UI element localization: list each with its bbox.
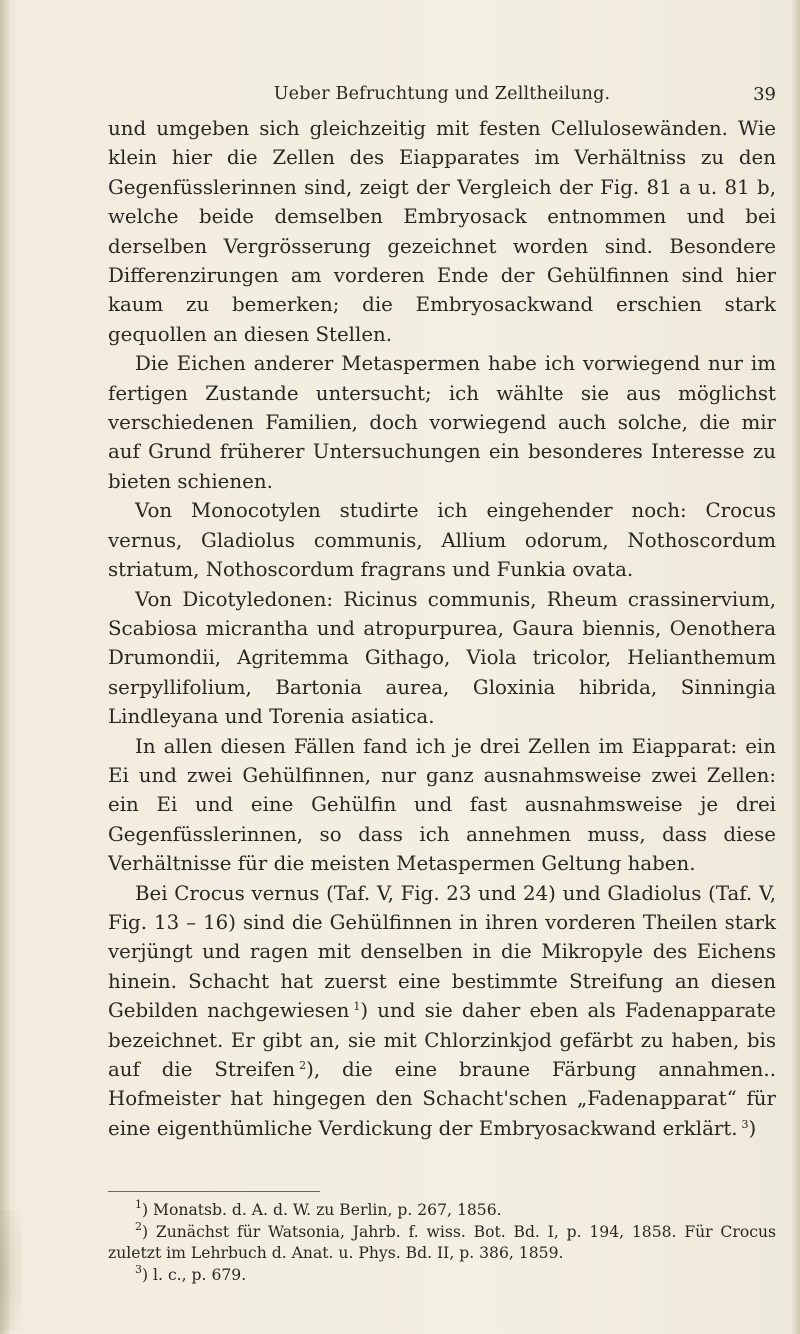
paragraph-text: ) (748, 1116, 757, 1140)
paragraph-text: Bei Crocus vernus (Taf. V, Fig. 23 und 24) und Gladiolus (Taf. V, Fig. 13 – 16) sind die Gehülfinnen in ihren vorderen Theilen stark verjüngt und ragen mit denselben in die Mikropyle des Eichens hinein. Schacht hat zuerst eine bestimmte Streifung an diesen Gebilden nachgewiesen (108, 881, 776, 1023)
footnote-ref: 2 (299, 1059, 307, 1072)
footnote-text: ) Monatsb. d. A. d. W. zu Berlin, p. 267, 1856. (142, 1201, 502, 1219)
paragraph-text: ), die eine braune Färbung annahmen.. Hofmeister hat hingegen den Schacht'schen „Fadenapparat“ für eine eigenthümliche Verdickung der Embryosackwand erklärt. (108, 1058, 776, 1140)
footnote-mark: 1 (135, 1198, 142, 1211)
paragraph: Die Eichen anderer Metaspermen habe ich vorwiegend nur im fertigen Zustande untersucht; ich wählte sie aus möglichst verschiedenen Familien, doch vorwiegend auch solche, die mir auf Grund früherer Untersuchungen ein besonderes Interesse zu bieten schienen. (108, 352, 776, 493)
page-left-edge (0, 0, 10, 1334)
footnote-mark: 2 (135, 1219, 142, 1233)
footnote-ref: 1 (353, 1000, 361, 1014)
paragraph: Von Dicotyledonen: Ricinus communis, Rheum crassinervium, Scabiosa micrantha und atropurpurea, Gaura biennis, Oenothera Drumondii, Agritemma Githago, Viola tricolor, Helianthemum serpyllifolium, Bartonia aurea, Gloxinia hibrida, Sinningia Lindleyana und Torenia asiatica. (108, 587, 776, 729)
footnote (108, 1219, 776, 1265)
footnote-rule (108, 1191, 320, 1192)
page-right-edge (792, 0, 800, 1334)
paragraph (108, 879, 776, 1144)
footnote-text: ) Zunächst für Watsonia, Jahrb. f. wiss. Bot. Bd. I, p. 194, 1858. Für Crocus zuletzt im Lehrbuch d. Anat. u. Phys. Bd. II, p. 386, 1859. (108, 1222, 776, 1263)
paragraph: und umgeben sich gleichzeitig mit festen Cellulosewänden. Wie klein hier die Zellen des Eiapparates im Verhältniss zu den Gegenfüsslerinnen sind, zeigt der Vergleich der Fig. 81 a u. 81 b, welche beide demselben Embryosack entnommen und bei derselben Vergrösserung gezeichnet worden sind. Besondere Differenzirungen am vorderen Ende der Gehülfinnen sind hier kaum zu bemerken; die Embryosackwand erschien stark gequollen an diesen Stellen. (108, 117, 776, 346)
footnote (108, 1262, 776, 1287)
footnote-ref: 3 (741, 1117, 749, 1131)
page-number: 39 (753, 84, 776, 105)
running-title: Ueber Befruchtung und Zelltheilung. (273, 84, 611, 104)
page-header (108, 84, 776, 110)
paragraph: In allen diesen Fällen fand ich je drei Zellen im Eiapparat: ein Ei und zwei Gehülfinnen, nur ganz ausnahmsweise zwei Zellen: ein Ei und eine Gehülfin und fast ausnahmsweise je drei Gegenfüsslerinnen, so dass ich annehmen muss, dass diese Verhältnisse für die meisten Metaspermen Geltung haben. (108, 734, 776, 876)
paragraph-text: ) und sie daher eben als Fadenapparate bezeichnet. Er gibt an, sie mit Chlorzinkjod gefärbt zu haben, bis auf die Streifen (108, 999, 776, 1081)
footnote-text: ) l. c., p. 679. (142, 1265, 247, 1284)
body-text (108, 114, 776, 1143)
footnote-mark: 3 (135, 1262, 142, 1276)
footnotes (108, 1200, 776, 1286)
footnote (108, 1200, 776, 1222)
paper-stain (0, 1210, 22, 1330)
paragraph: Von Monocotylen studirte ich eingehender noch: Crocus vernus, Gladiolus communis, Allium odorum, Nothoscordum striatum, Nothoscordum fragrans und Funkia ovata. (108, 499, 776, 582)
